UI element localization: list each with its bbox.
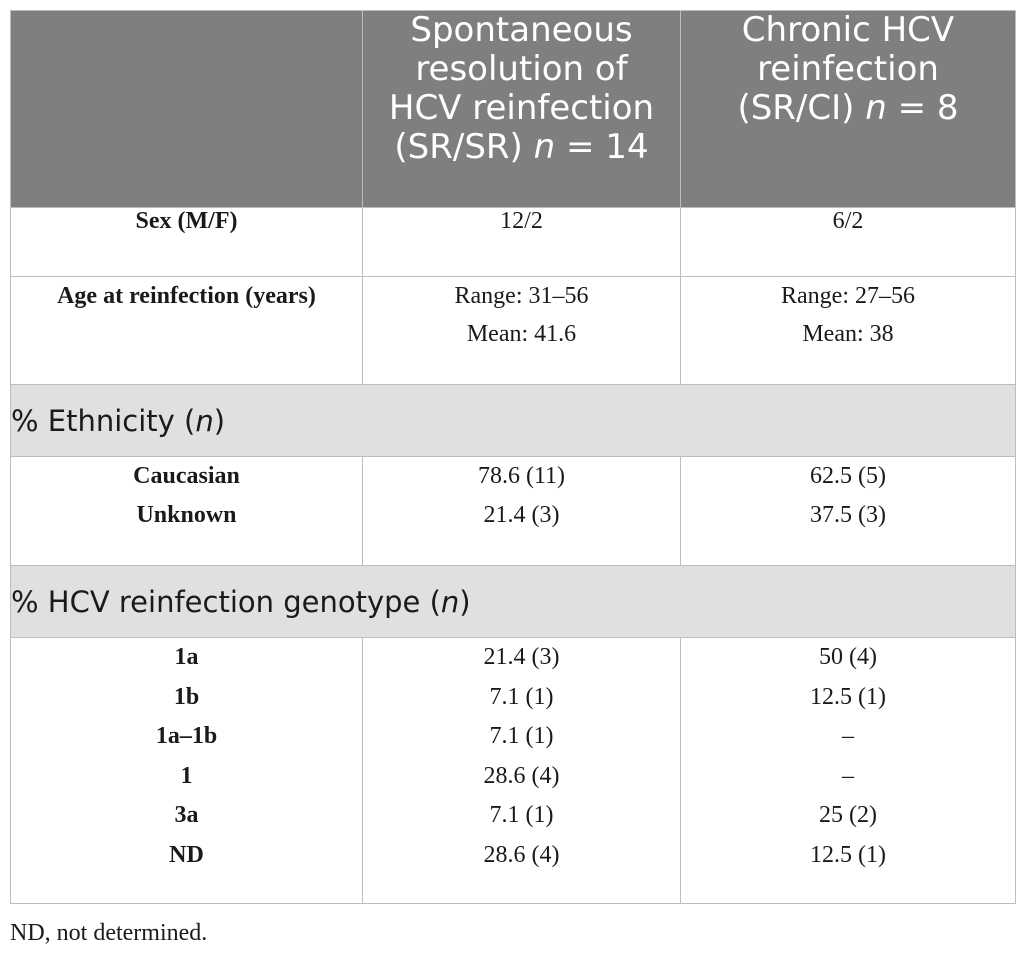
header-blank-cell [11,11,363,208]
section-heading: % Ethnicity (n) [11,385,1016,457]
table-footnote: ND, not determined. [10,920,208,946]
hcv-reinfection-table [10,10,1016,904]
section-ethnicity [11,385,1016,457]
genotype-labels: 1a 1b 1a–1b 1 3a ND [11,638,363,904]
cell-sr-ci: 6/2 [681,208,1016,277]
ethnicity-labels: Caucasian Unknown [11,457,363,566]
row-label: Sex (M/F) [11,208,363,277]
cell-sr-sr: 78.6 (11) 21.4 (3) [363,457,681,566]
header-sr-ci: Chronic HCV reinfection (SR/CI) n = 8 [681,11,1016,208]
table-row-sex [11,208,1016,277]
section-heading: % HCV reinfection genotype (n) [11,566,1016,638]
table-row-genotype [11,638,1016,904]
row-label: Age at reinfection (years) [11,277,363,385]
header-row [11,11,1016,208]
table-row-age [11,277,1016,385]
header-sr-sr: Spontaneous resolution of HCV reinfection (SR/SR) n = 14 [363,11,681,208]
cell-sr-ci: Range: 27–56 Mean: 38 [681,277,1016,385]
section-genotype [11,566,1016,638]
cell-sr-ci: 50 (4) 12.5 (1) – – 25 (2) 12.5 (1) [681,638,1016,904]
cell-sr-sr: 21.4 (3) 7.1 (1) 7.1 (1) 28.6 (4) 7.1 (1) 28.6 (4) [363,638,681,904]
cell-sr-sr: Range: 31–56 Mean: 41.6 [363,277,681,385]
cell-sr-sr: 12/2 [363,208,681,277]
table-row-ethnicity [11,457,1016,566]
cell-sr-ci: 62.5 (5) 37.5 (3) [681,457,1016,566]
